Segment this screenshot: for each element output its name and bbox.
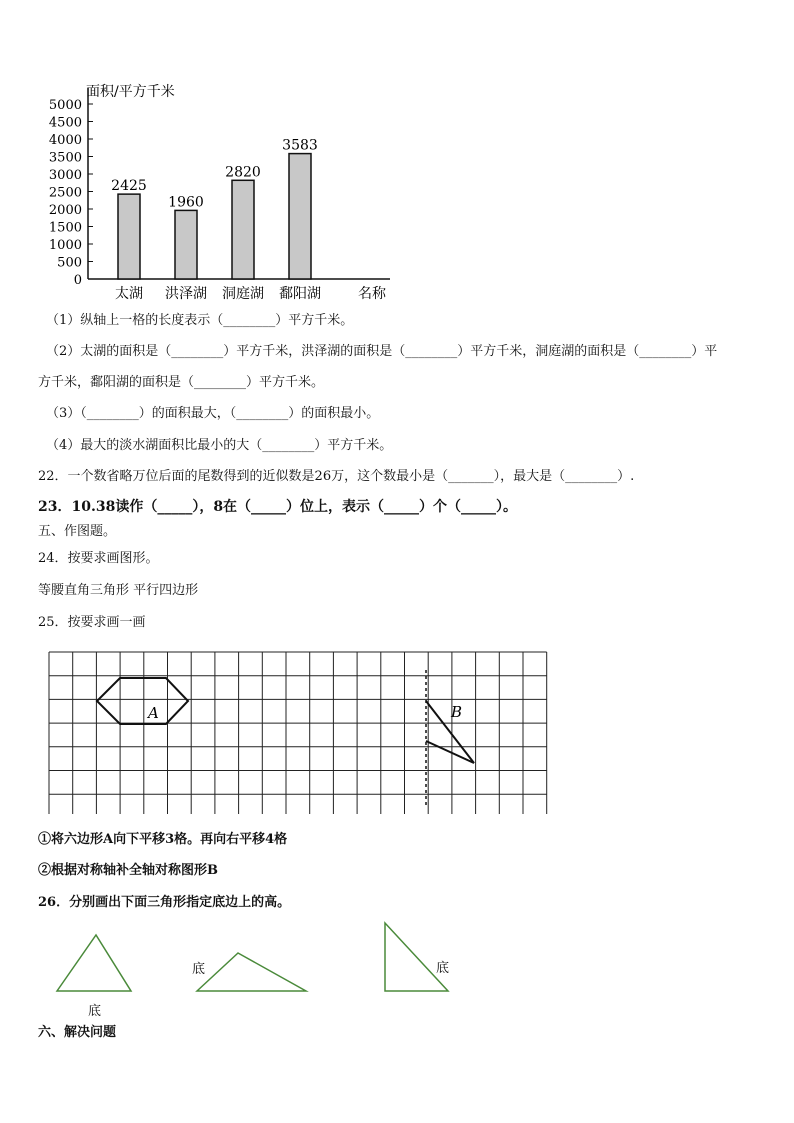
chart-y-tick-label: 0 bbox=[73, 273, 82, 288]
chart-y-tick-label: 4000 bbox=[48, 133, 82, 148]
chart-bar-value-label: 2820 bbox=[225, 164, 261, 181]
triangle-1-base-label: 底 bbox=[88, 1004, 102, 1019]
chart-y-tick-label: 3000 bbox=[48, 168, 82, 183]
chart-y-tick-label: 4500 bbox=[48, 115, 82, 131]
question-22: 22．一个数省略万位后面的尾数得到的近似数是26万，这个数最小是（_______），最大是（________）. bbox=[38, 469, 635, 484]
chart-bar-value-label: 3583 bbox=[282, 137, 318, 154]
question-25-1: ①将六边形A向下平移3格。再向右平移4格 bbox=[38, 832, 288, 847]
question-23: 23．10.38读作（_____），8在（_____）位上，表示（_____）个（_____）。 bbox=[38, 499, 518, 515]
chart-y-tick-label: 2000 bbox=[48, 203, 82, 218]
section-5-heading: 五、作图题。 bbox=[38, 524, 117, 539]
hexagon-a bbox=[97, 678, 188, 724]
triangle-3-base-label: 底 bbox=[436, 961, 450, 976]
question-21-3: （3）（________）的面积最大，（________）的面积最小。 bbox=[46, 406, 380, 421]
chart-y-tick-label: 5000 bbox=[48, 98, 82, 113]
triangle-2-base-label: 底 bbox=[192, 962, 206, 977]
question-25-2: ②根据对称轴补全轴对称图形B bbox=[38, 863, 218, 878]
question-21-2-cont: 方千米，鄱阳湖的面积是（________）平方千米。 bbox=[38, 375, 325, 390]
chart-category-label: 太湖 bbox=[115, 286, 143, 302]
hexagon-a-label: A bbox=[148, 704, 159, 722]
grid-lines bbox=[49, 652, 547, 814]
chart-bar-value-label: 2425 bbox=[111, 178, 147, 195]
chart-y-tick-label: 1500 bbox=[48, 220, 82, 236]
chart-category-label: 鄱阳湖 bbox=[279, 286, 321, 302]
chart-bar-value-label: 1960 bbox=[168, 194, 204, 211]
chart-y-axis-label: 面积/平方千米 bbox=[86, 84, 175, 100]
chart-bar bbox=[232, 180, 254, 279]
question-21-2: （2）太湖的面积是（________）平方千米，洪泽湖的面积是（________）平方千米，洞庭湖的面积是（________）平 bbox=[46, 344, 718, 359]
question-21-1: （1）纵轴上一格的长度表示（________）平方千米。 bbox=[46, 313, 354, 328]
question-24-shapes: 等腰直角三角形 平行四边形 bbox=[38, 583, 199, 598]
chart-y-tick-label: 2500 bbox=[48, 185, 82, 201]
chart-y-tick-label: 3500 bbox=[48, 150, 82, 166]
figure-b-label: B bbox=[451, 703, 463, 721]
lake-area-bar-chart bbox=[40, 78, 410, 308]
chart-bars bbox=[111, 138, 321, 302]
chart-y-tick-label: 1000 bbox=[48, 238, 82, 253]
chart-y-tick-label: 500 bbox=[57, 255, 82, 271]
chart-x-axis-label: 名称 bbox=[358, 286, 386, 302]
question-25: 25．按要求画一画 bbox=[38, 615, 146, 630]
chart-y-ticks bbox=[49, 98, 93, 288]
triangle-1 bbox=[54, 932, 144, 994]
half-figure-b bbox=[426, 701, 474, 763]
chart-category-label: 洞庭湖 bbox=[222, 286, 264, 302]
chart-category-label: 洪泽湖 bbox=[165, 286, 207, 302]
grid-figure bbox=[44, 648, 554, 814]
question-24: 24．按要求画图形。 bbox=[38, 551, 159, 566]
chart-bar bbox=[118, 194, 140, 279]
question-21-4: （4）最大的淡水湖面积比最小的大（________）平方千米。 bbox=[46, 438, 393, 453]
question-26: 26．分别画出下面三角形指定底边上的高。 bbox=[38, 895, 291, 910]
chart-bar bbox=[175, 210, 197, 279]
section-6-heading: 六、解决问题 bbox=[38, 1025, 117, 1040]
chart-bar bbox=[289, 154, 311, 279]
triangle-2 bbox=[194, 950, 310, 994]
